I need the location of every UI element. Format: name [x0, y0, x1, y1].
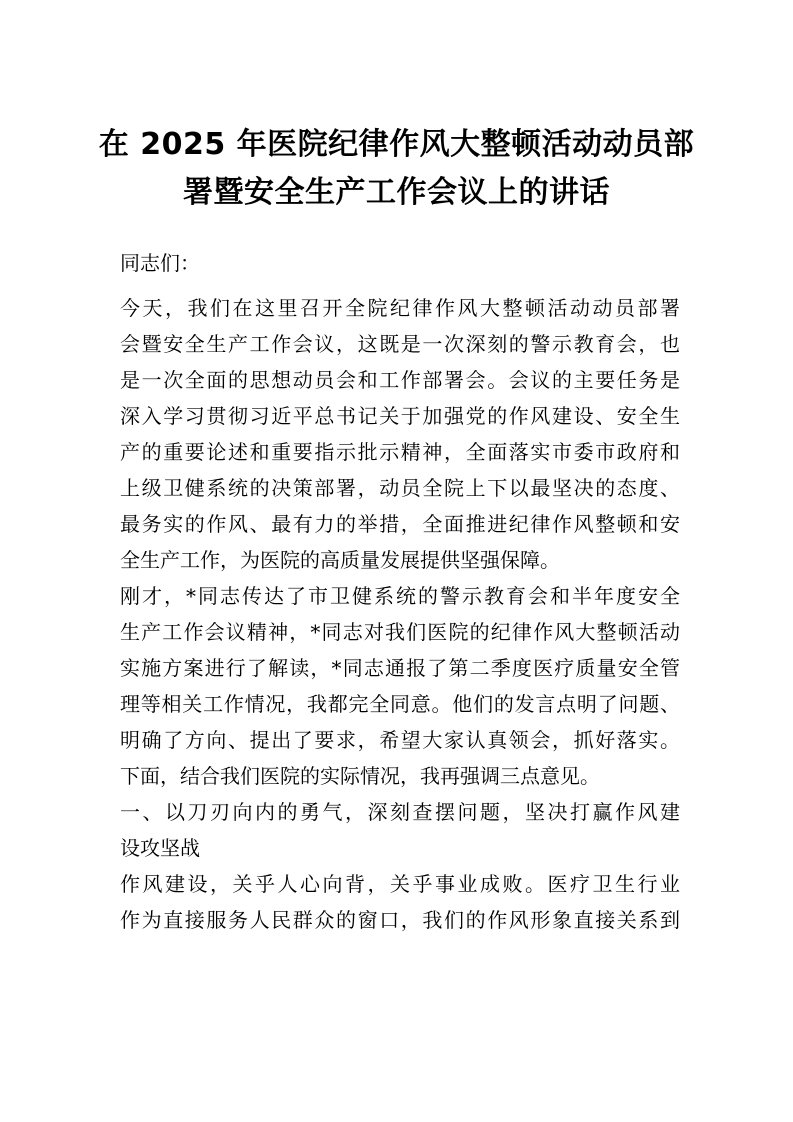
body-line-10: 生产工作会议精神，*同志对我们医院的纪律作风大整顿活动 — [120, 620, 680, 644]
body-line-1: 今天，我们在这里召开全院纪律作风大整顿活动动员部署 — [120, 296, 680, 320]
body-line-6: 上级卫健系统的决策部署，动员全院上下以最坚决的态度、 — [120, 476, 680, 500]
body-line-4: 深入学习贯彻习近平总书记关于加强党的作风建设、安全生 — [120, 404, 680, 428]
document-title-line-1: 在 2025 年医院纪律作风大整顿活动动员部 — [98, 127, 695, 162]
salutation-line: 同志们： — [120, 251, 200, 275]
section-heading-line-2: 设攻坚战 — [120, 836, 200, 860]
body-line-3: 是一次全面的思想动员会和工作部署会。会议的主要任务是 — [120, 368, 680, 392]
body-line-18: 作为直接服务人民群众的窗口，我们的作风形象直接关系到 — [120, 908, 680, 932]
body-line-8: 全生产工作，为医院的高质量发展提供坚强保障。 — [120, 548, 560, 572]
section-heading-line-1: 一、以刀刃向内的勇气，深刻查摆问题，坚决打赢作风建 — [120, 800, 680, 824]
body-line-7: 最务实的作风、最有力的举措，全面推进纪律作风整顿和安 — [120, 512, 680, 536]
body-line-5: 产的重要论述和重要指示批示精神，全面落实市委市政府和 — [120, 440, 680, 464]
body-line-2: 会暨安全生产工作会议，这既是一次深刻的警示教育会，也 — [120, 332, 680, 356]
body-line-9: 刚才，*同志传达了市卫健系统的警示教育会和半年度安全 — [120, 584, 680, 608]
body-line-12: 理等相关工作情况，我都完全同意。他们的发言点明了问题、 — [120, 692, 680, 716]
document-title-line-2: 署暨安全生产工作会议上的讲话 — [183, 175, 610, 210]
body-line-17: 作风建设，关乎人心向背，关乎事业成败。医疗卫生行业 — [120, 872, 680, 896]
body-line-14: 下面，结合我们医院的实际情况，我再强调三点意见。 — [120, 764, 600, 788]
body-line-13: 明确了方向、提出了要求，希望大家认真领会，抓好落实。 — [120, 728, 680, 752]
body-line-11: 实施方案进行了解读，*同志通报了第二季度医疗质量安全管 — [120, 656, 680, 680]
